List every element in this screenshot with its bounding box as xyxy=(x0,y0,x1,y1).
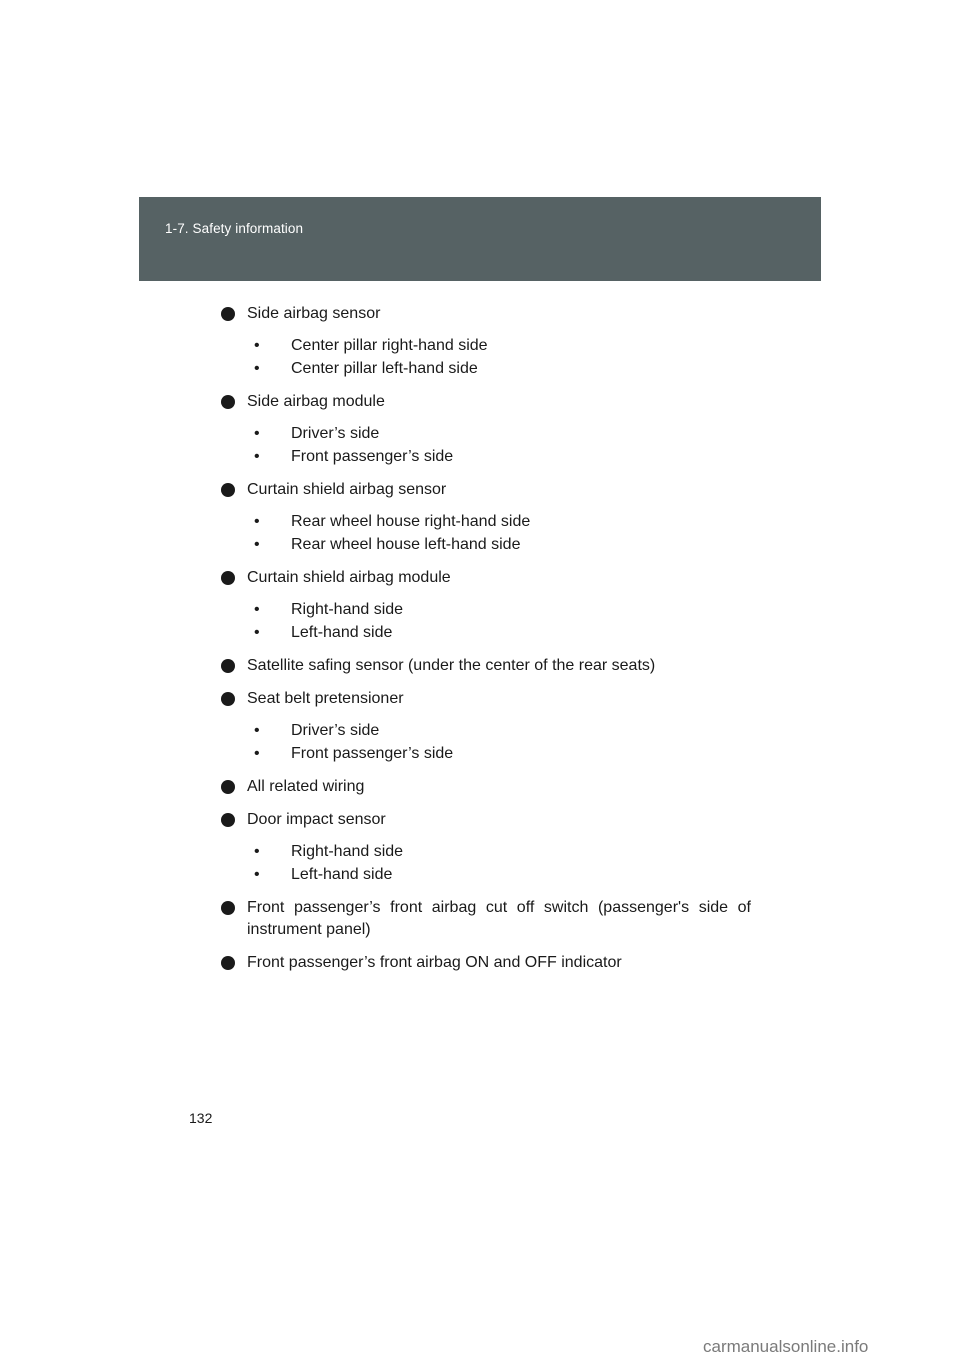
sub-bullet-icon: • xyxy=(254,425,260,442)
item-label: All related wiring xyxy=(247,778,365,795)
sub-bullet-icon: • xyxy=(254,447,260,465)
list-item xyxy=(221,567,751,644)
list-item xyxy=(221,391,751,468)
sub-item xyxy=(247,446,751,469)
sub-item-label: Left-hand side xyxy=(291,623,393,641)
page-number: 132 xyxy=(189,1110,213,1126)
item-label: Front passenger’s front airbag cut off switch (passenger's side of instrument panel) xyxy=(247,899,751,938)
sub-list xyxy=(247,423,751,468)
sub-item-label: Left-hand side xyxy=(291,865,393,883)
sub-item-label: Driver’s side xyxy=(291,425,380,442)
sub-item xyxy=(247,599,751,622)
sub-item xyxy=(247,534,751,557)
list-item xyxy=(221,655,751,677)
sub-list xyxy=(247,511,751,556)
sub-list xyxy=(247,599,751,644)
sub-bullet-icon: • xyxy=(254,535,260,553)
sub-bullet-icon: • xyxy=(254,359,260,377)
sub-item-label: Center pillar left-hand side xyxy=(291,359,478,377)
sub-item xyxy=(247,841,751,864)
sub-item-label: Center pillar right-hand side xyxy=(291,337,488,354)
list-item xyxy=(221,897,751,941)
bullet-icon xyxy=(221,956,235,970)
item-label: Side airbag module xyxy=(247,393,385,410)
item-label: Satellite safing sensor (under the center of the rear seats) xyxy=(247,657,656,674)
list-item xyxy=(221,809,751,886)
sub-bullet-icon: • xyxy=(254,865,260,883)
bullet-icon xyxy=(221,813,235,827)
item-label: Curtain shield airbag sensor xyxy=(247,481,447,498)
sub-item xyxy=(247,423,751,446)
section-header-band xyxy=(139,197,821,281)
list-item xyxy=(221,479,751,556)
sub-bullet-icon: • xyxy=(254,337,260,354)
sub-item-label: Right-hand side xyxy=(291,601,404,618)
sub-item xyxy=(247,335,751,358)
list-item xyxy=(221,776,751,798)
footer-watermark: carmanualsonline.info xyxy=(703,1337,869,1356)
sub-item xyxy=(247,720,751,743)
bullet-icon xyxy=(221,659,235,673)
item-label: Side airbag sensor xyxy=(247,305,381,322)
bullet-icon xyxy=(221,483,235,497)
sub-item-label: Driver’s side xyxy=(291,722,380,739)
sub-item-label: Rear wheel house right-hand side xyxy=(291,513,531,530)
bullet-icon xyxy=(221,692,235,706)
bullet-icon xyxy=(221,780,235,794)
sub-item xyxy=(247,622,751,645)
item-label: Seat belt pretensioner xyxy=(247,690,404,707)
sub-bullet-icon: • xyxy=(254,623,260,641)
item-list xyxy=(221,303,751,985)
bullet-icon xyxy=(221,571,235,585)
sub-bullet-icon: • xyxy=(254,843,260,860)
sub-item-label: Right-hand side xyxy=(291,843,404,860)
sub-item xyxy=(247,743,751,766)
list-item xyxy=(221,688,751,765)
sub-item-label: Front passenger’s side xyxy=(291,447,454,465)
sub-item-label: Front passenger’s side xyxy=(291,744,454,762)
item-label: Curtain shield airbag module xyxy=(247,569,451,586)
sub-list xyxy=(247,841,751,886)
sub-list xyxy=(247,335,751,380)
list-item xyxy=(221,303,751,380)
bullet-icon xyxy=(221,395,235,409)
sub-bullet-icon: • xyxy=(254,722,260,739)
sub-bullet-icon: • xyxy=(254,744,260,762)
item-label: Door impact sensor xyxy=(247,811,386,828)
item-label: Front passenger’s front airbag ON and OFF indicator xyxy=(247,954,622,971)
sub-item xyxy=(247,864,751,887)
sub-item-label: Rear wheel house left-hand side xyxy=(291,535,521,553)
bullet-icon xyxy=(221,901,235,915)
section-label: 1-7. Safety information xyxy=(165,221,304,236)
bullet-icon xyxy=(221,307,235,321)
sub-item xyxy=(247,358,751,381)
list-item xyxy=(221,952,751,974)
sub-bullet-icon: • xyxy=(254,513,260,530)
sub-item xyxy=(247,511,751,534)
sub-bullet-icon: • xyxy=(254,601,260,618)
sub-list xyxy=(247,720,751,765)
